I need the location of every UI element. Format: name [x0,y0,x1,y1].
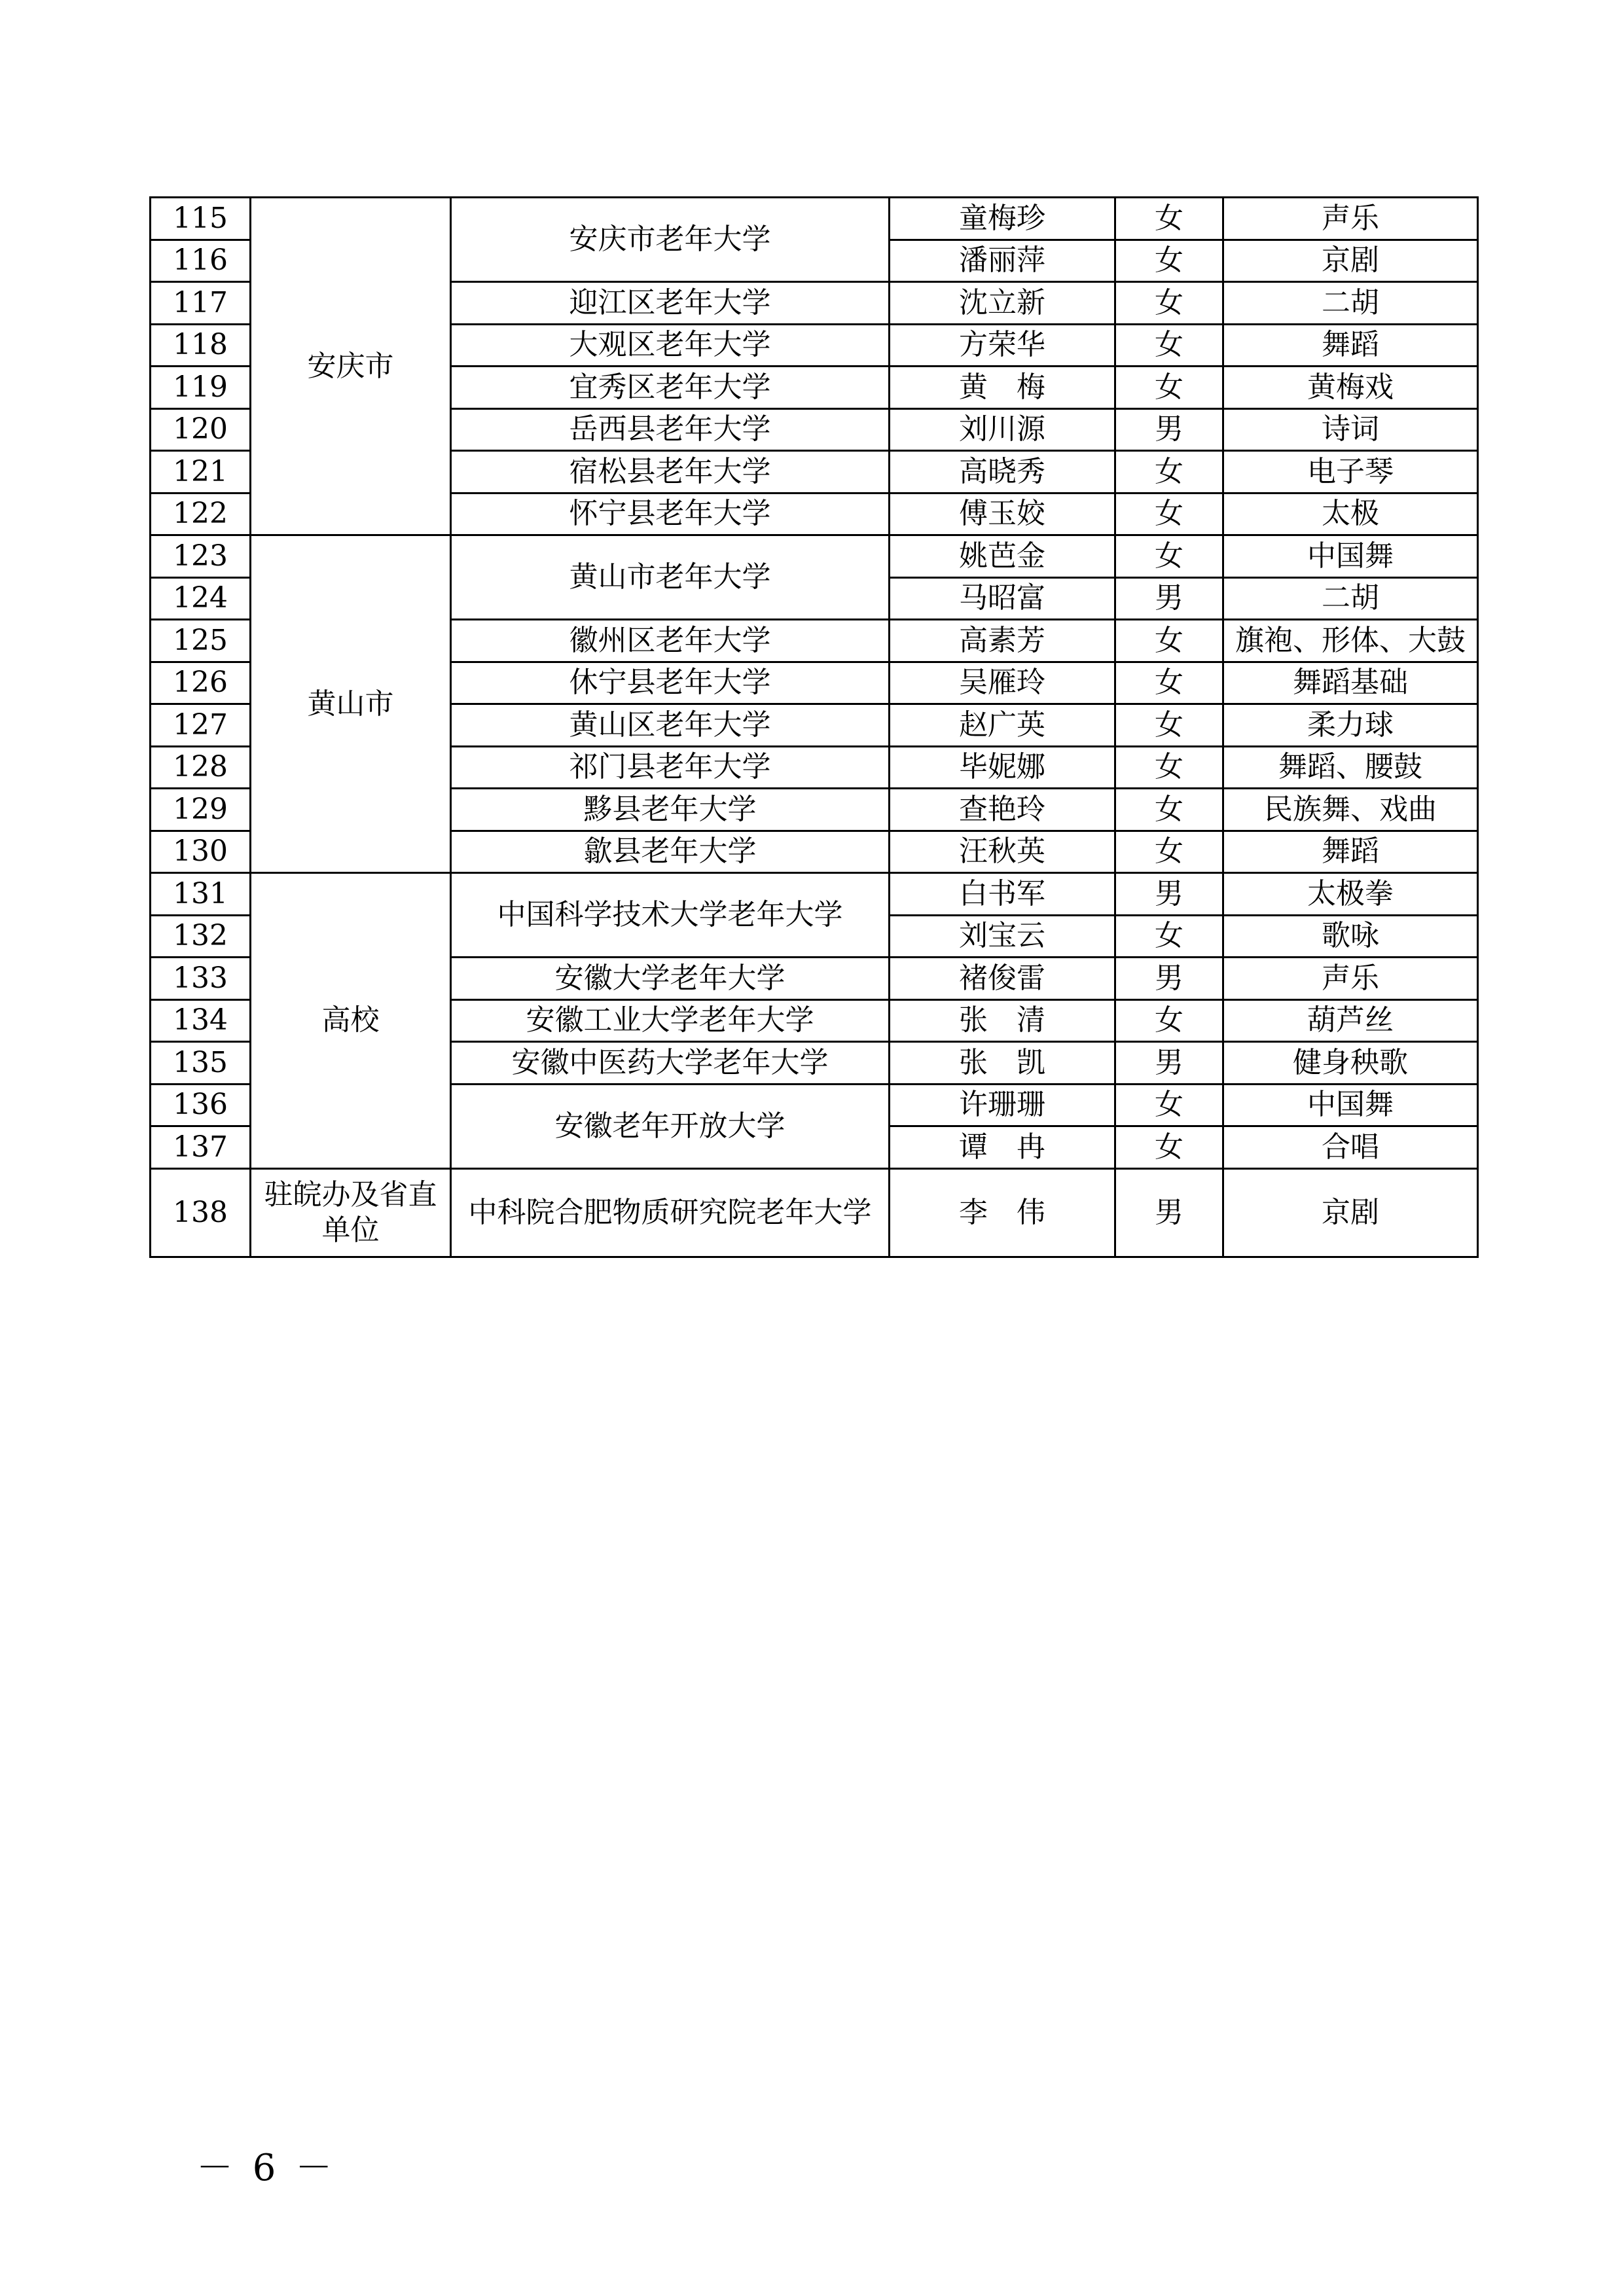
row-number-cell: 127 [151,704,251,747]
school-cell: 祁门县老年大学 [451,746,890,789]
gender-cell: 男 [1115,1042,1223,1085]
school-cell: 黄山市老年大学 [451,535,890,620]
course-cell: 民族舞、戏曲 [1223,789,1478,831]
row-number-cell: 128 [151,746,251,789]
name-cell: 汪秋英 [890,831,1115,873]
name-cell: 刘川源 [890,408,1115,451]
gender-cell: 女 [1115,535,1223,578]
gender-cell: 男 [1115,577,1223,620]
region-cell: 高校 [251,873,451,1169]
row-number-cell: 134 [151,999,251,1042]
name-cell: 褚俊雷 [890,958,1115,1000]
gender-cell: 女 [1115,240,1223,282]
course-cell: 葫芦丝 [1223,999,1478,1042]
name-cell: 高素芳 [890,620,1115,662]
school-cell: 休宁县老年大学 [451,662,890,704]
table-row [151,1168,1478,1257]
gender-cell: 女 [1115,789,1223,831]
row-number-cell: 121 [151,451,251,493]
name-cell: 许珊珊 [890,1084,1115,1126]
row-number-cell: 118 [151,324,251,367]
gender-cell: 女 [1115,367,1223,409]
row-number-cell: 138 [151,1168,251,1257]
name-cell: 高晓秀 [890,451,1115,493]
gender-cell: 女 [1115,746,1223,789]
row-number-cell: 125 [151,620,251,662]
gender-cell: 女 [1115,324,1223,367]
name-cell: 谭 冉 [890,1126,1115,1169]
row-number-cell: 135 [151,1042,251,1085]
school-cell: 怀宁县老年大学 [451,493,890,535]
school-cell: 宜秀区老年大学 [451,367,890,409]
course-cell: 电子琴 [1223,451,1478,493]
table-row [151,535,1478,578]
course-cell: 旗袍、形体、大鼓 [1223,620,1478,662]
course-cell: 舞蹈基础 [1223,662,1478,704]
school-cell: 徽州区老年大学 [451,620,890,662]
school-cell: 安庆市老年大学 [451,198,890,282]
gender-cell: 女 [1115,915,1223,958]
course-cell: 二胡 [1223,577,1478,620]
name-cell: 方荣华 [890,324,1115,367]
gender-cell: 女 [1115,620,1223,662]
name-cell: 毕妮娜 [890,746,1115,789]
course-cell: 京剧 [1223,1168,1478,1257]
row-number-cell: 136 [151,1084,251,1126]
course-cell: 歌咏 [1223,915,1478,958]
school-cell: 宿松县老年大学 [451,451,890,493]
gender-cell: 女 [1115,1126,1223,1169]
row-number-cell: 123 [151,535,251,578]
row-number-cell: 119 [151,367,251,409]
row-number-cell: 137 [151,1126,251,1169]
course-cell: 舞蹈 [1223,831,1478,873]
row-number-cell: 132 [151,915,251,958]
row-number-cell: 115 [151,198,251,240]
gender-cell: 男 [1115,958,1223,1000]
page-number: － 6 － [196,2147,336,2189]
gender-cell: 女 [1115,704,1223,747]
school-cell: 中国科学技术大学老年大学 [451,873,890,958]
course-cell: 柔力球 [1223,704,1478,747]
region-cell: 安庆市 [251,198,451,535]
row-number-cell: 129 [151,789,251,831]
row-number-cell: 126 [151,662,251,704]
course-cell: 中国舞 [1223,1084,1478,1126]
row-number-cell: 130 [151,831,251,873]
name-cell: 张 清 [890,999,1115,1042]
row-number-cell: 120 [151,408,251,451]
row-number-cell: 133 [151,958,251,1000]
gender-cell: 女 [1115,831,1223,873]
school-cell: 大观区老年大学 [451,324,890,367]
gender-cell: 女 [1115,493,1223,535]
row-number-cell: 122 [151,493,251,535]
region-cell: 黄山市 [251,535,451,873]
course-cell: 太极拳 [1223,873,1478,916]
course-cell: 声乐 [1223,958,1478,1000]
school-cell: 迎江区老年大学 [451,282,890,325]
course-cell: 二胡 [1223,282,1478,325]
gender-cell: 女 [1115,198,1223,240]
school-cell: 安徽大学老年大学 [451,958,890,1000]
name-cell: 张 凯 [890,1042,1115,1085]
row-number-cell: 116 [151,240,251,282]
roster-body [151,198,1478,1257]
gender-cell: 男 [1115,1168,1223,1257]
name-cell: 傅玉姣 [890,493,1115,535]
roster-table [149,196,1479,1258]
name-cell: 吴雁玲 [890,662,1115,704]
gender-cell: 男 [1115,873,1223,916]
course-cell: 中国舞 [1223,535,1478,578]
course-cell: 舞蹈 [1223,324,1478,367]
gender-cell: 女 [1115,451,1223,493]
name-cell: 沈立新 [890,282,1115,325]
course-cell: 舞蹈、腰鼓 [1223,746,1478,789]
name-cell: 童梅珍 [890,198,1115,240]
gender-cell: 女 [1115,282,1223,325]
school-cell: 黟县老年大学 [451,789,890,831]
region-cell: 驻皖办及省直单位 [251,1168,451,1257]
row-number-cell: 131 [151,873,251,916]
school-cell: 安徽工业大学老年大学 [451,999,890,1042]
name-cell: 刘宝云 [890,915,1115,958]
row-number-cell: 117 [151,282,251,325]
school-cell: 安徽中医药大学老年大学 [451,1042,890,1085]
school-cell: 黄山区老年大学 [451,704,890,747]
table-row [151,198,1478,240]
name-cell: 潘丽萍 [890,240,1115,282]
name-cell: 黄 梅 [890,367,1115,409]
gender-cell: 女 [1115,1084,1223,1126]
school-cell: 歙县老年大学 [451,831,890,873]
course-cell: 声乐 [1223,198,1478,240]
school-cell: 中科院合肥物质研究院老年大学 [451,1168,890,1257]
row-number-cell: 124 [151,577,251,620]
course-cell: 黄梅戏 [1223,367,1478,409]
course-cell: 健身秧歌 [1223,1042,1478,1085]
gender-cell: 男 [1115,408,1223,451]
name-cell: 白书军 [890,873,1115,916]
course-cell: 太极 [1223,493,1478,535]
course-cell: 京剧 [1223,240,1478,282]
name-cell: 马昭富 [890,577,1115,620]
name-cell: 姚芭金 [890,535,1115,578]
name-cell: 查艳玲 [890,789,1115,831]
school-cell: 岳西县老年大学 [451,408,890,451]
gender-cell: 女 [1115,662,1223,704]
name-cell: 赵广英 [890,704,1115,747]
course-cell: 诗词 [1223,408,1478,451]
course-cell: 合唱 [1223,1126,1478,1169]
table-row [151,873,1478,916]
gender-cell: 女 [1115,999,1223,1042]
name-cell: 李 伟 [890,1168,1115,1257]
school-cell: 安徽老年开放大学 [451,1084,890,1168]
